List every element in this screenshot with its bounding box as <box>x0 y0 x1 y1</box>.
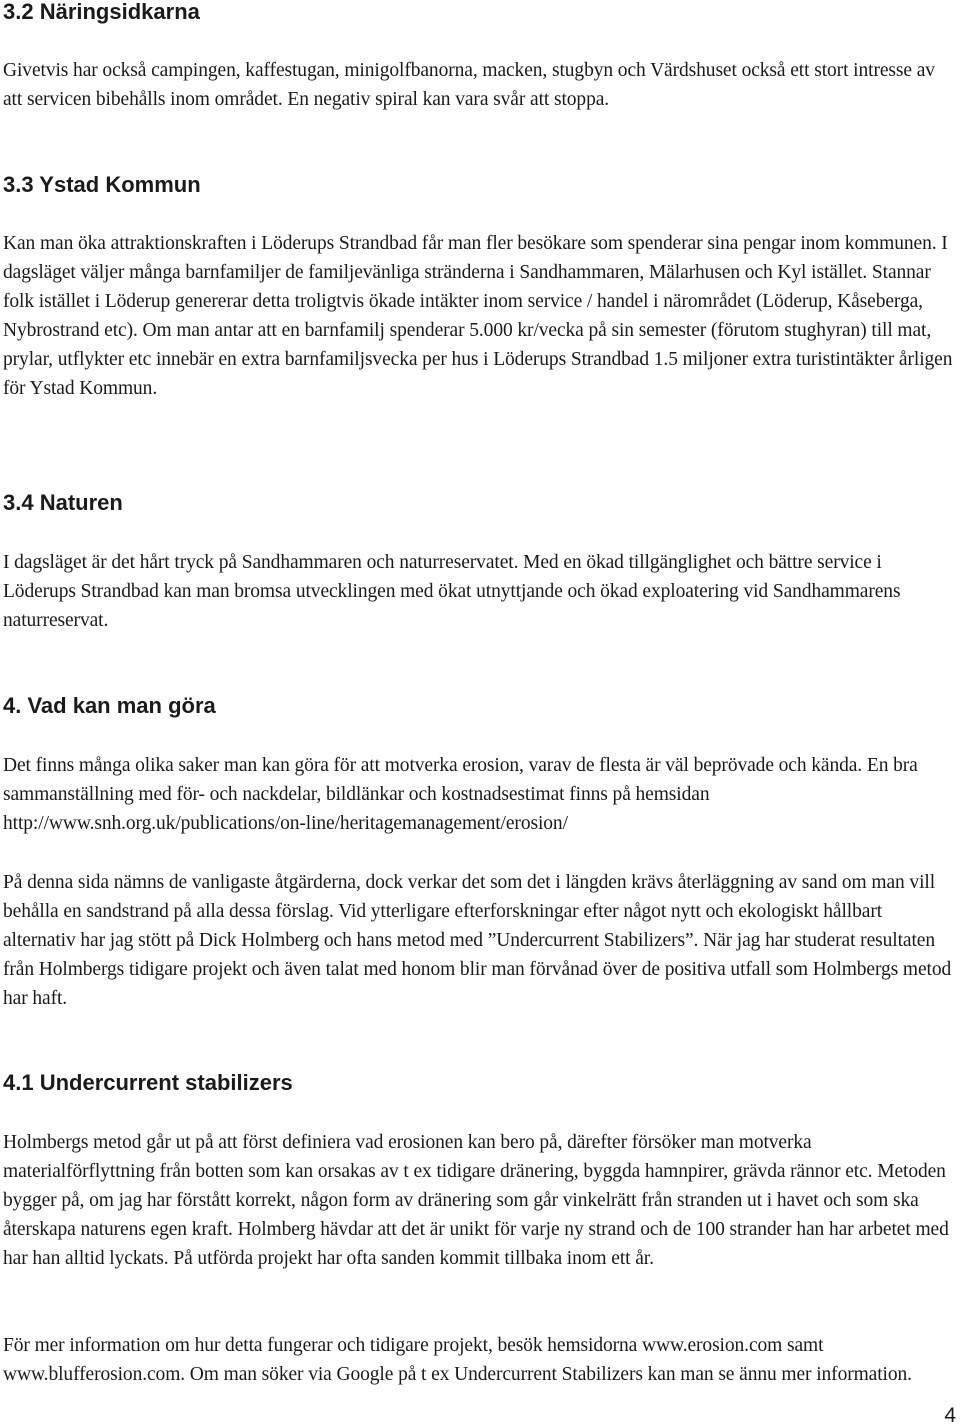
section-heading-4-1: 4.1 Undercurrent stabilizers <box>3 1070 293 1095</box>
section-heading-4: 4. Vad kan man göra <box>3 693 216 718</box>
section-heading-3-4: 3.4 Naturen <box>3 490 123 515</box>
section-4-paragraph-2: På denna sida nämns de vanligaste åtgärderna, dock verkar det som det i längden krävs återläggning av sand om man vill behålla en sandstrand på alla dessa förslag. Vid ytterligare efterforskningar efter något nytt och ekologiskt hållbart alternativ har jag stött på Dick Holmberg och hans metod med ”Undercurrent Stabilizers”. När jag har studerat resultaten från Holmbergs tidigare projekt och även talat med honom blir man förvånad över de positiva utfall som Holmbergs metod har haft. <box>3 872 952 1009</box>
page-number: 4 <box>944 1404 956 1427</box>
section-heading-3-2: 3.2 Näringsidkarna <box>3 0 200 24</box>
section-3-4-paragraph: I dagsläget är det hårt tryck på Sandhammaren och naturreservatet. Med en ökad tillgänglighet och bättre service i Löderups Strandbad kan man bromsa utvecklingen med ökat utnyttjande och ökad exploatering vid Sandhammarens naturreservat. <box>3 552 901 631</box>
section-4-1-paragraph-2: För mer information om hur detta fungerar och tidigare projekt, besök hemsidorna www.erosion.com samt www.blufferosion.com. Om man söker via Google på t ex Undercurrent Stabilizers kan man se ännu mer information. <box>3 1335 912 1385</box>
section-4-paragraph-1: Det finns många olika saker man kan göra för att motverka erosion, varav de flesta är väl beprövade och kända. En bra sammanställning med för- och nackdelar, bildlänkar och kostnadsestimat finns på hemsidan http://www.snh.org.uk/publications/on-line/heritagemanagement/erosion/ <box>3 755 918 834</box>
section-heading-3-3: 3.3 Ystad Kommun <box>3 172 201 197</box>
section-3-2-paragraph: Givetvis har också campingen, kaffestugan, minigolfbanorna, macken, stugbyn och Värdshuset också ett stort intresse av att servicen bibehålls inom området. En negativ spiral kan vara svår att stoppa. <box>3 60 935 110</box>
section-3-3-paragraph: Kan man öka attraktionskraften i Löderups Strandbad får man fler besökare som spenderar sina pengar inom kommunen. I dagsläget väljer många barnfamiljer de familjevänliga stränderna i Sandhammaren, Mälarhusen och Kyl istället. Stannar folk istället i Löderup genererar detta troligtvis ökade intäkter inom service / handel i närområdet (Löderup, Kåseberga, Nybrostrand etc). Om man antar att en barnfamilj spenderar 5.000 kr/vecka på sin semester (förutom stughyran) till mat, prylar, utflykter etc innebär en extra barnfamiljsvecka per hus i Löderups Strandbad 1.5 miljoner extra turistintäkter årligen för Ystad Kommun. <box>3 233 953 399</box>
section-4-1-paragraph-1: Holmbergs metod går ut på att först definiera vad erosionen kan bero på, därefter försöker man motverka materialförflyttning från botten som kan orsakas av t ex tidigare dränering, byggda hamnpirer, grävda rännor etc. Metoden bygger på, om jag har förstått korrekt, någon form av dränering som går vinkelrätt från stranden ut i havet och som ska återskapa naturens egen kraft. Holmberg hävdar att det är unikt för varje ny strand och de 100 strander han har arbetet med har han alltid lyckats. På utförda projekt har ofta sanden kommit tillbaka inom ett år. <box>3 1132 949 1269</box>
